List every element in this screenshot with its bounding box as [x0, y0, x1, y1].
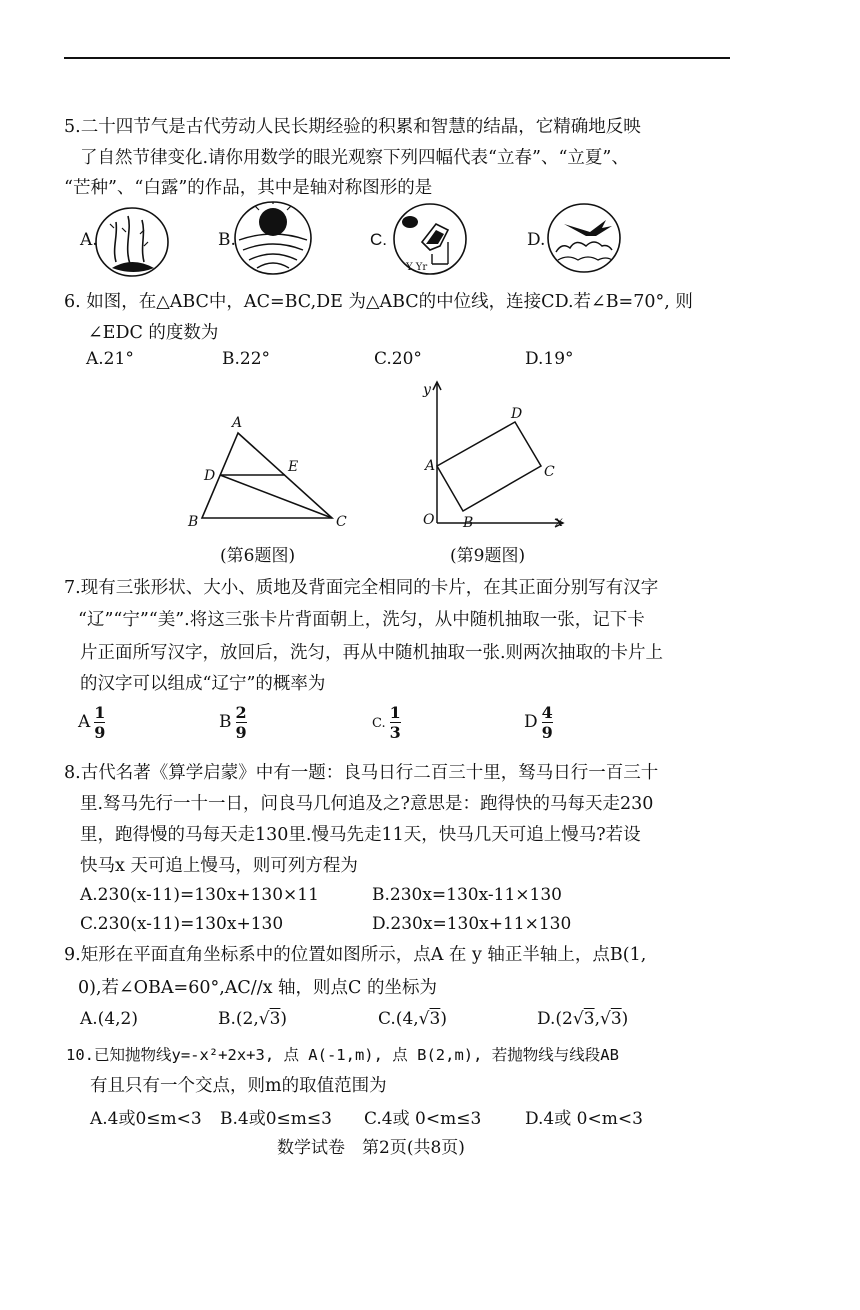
- svg-text:Y Yr: Y Yr: [406, 262, 428, 273]
- q7-line-2: “辽”“宁”“美”.将这三张卡片背面朝上，洗匀，从中随机抽取一张，记下卡: [78, 610, 645, 630]
- q10-option-b: B.4或0≤m≤3: [220, 1109, 332, 1129]
- q5-line-2: 了自然节律变化.请你用数学的眼光观察下列四幅代表“立春”、“立夏”、: [80, 148, 629, 168]
- fig6-label-b: B: [188, 514, 199, 530]
- q9-line-2: 0),若∠OBA=60°,AC//x 轴，则点C 的坐标为: [78, 978, 437, 998]
- q9-option-b: B.(2,√3): [218, 1009, 288, 1029]
- figure-6-triangle: [180, 405, 360, 535]
- q9-option-c: C.(4,√3): [378, 1009, 447, 1029]
- q9-option-a: A.(4,2): [80, 1009, 138, 1029]
- q5-option-d-label: D.: [527, 230, 546, 250]
- q6-option-b: B.22°: [222, 349, 271, 369]
- q7-option-d: D $\frac{4}{9}$: [524, 703, 553, 742]
- q5-option-c-label: C.: [370, 230, 387, 249]
- q7-line-1: 7.现有三张形状、大小、质地及背面完全相同的卡片，在其正面分别写有汉字: [64, 578, 659, 598]
- q6-line-1: 6. 如图，在△ABC中，AC=BC,DE 为△ABC的中位线，连接CD.若∠B=70°, 则: [64, 292, 693, 312]
- fig6-label-a: A: [232, 415, 243, 431]
- q5-line-3: “芒种”、“白露”的作品，其中是轴对称图形的是: [64, 178, 433, 198]
- q8-option-a: A.230(x-11)=130x+130×11: [80, 885, 319, 905]
- q10-option-c: C.4或 0<m≤3: [364, 1109, 482, 1129]
- q5-option-d-image: [546, 202, 622, 274]
- q6-option-c: C.20°: [374, 349, 422, 369]
- header-rule: [64, 57, 730, 59]
- q8-option-d: D.230x=130x+11×130: [372, 914, 572, 934]
- fig6-label-d: D: [204, 468, 216, 484]
- q7-line-3: 片正面所写汉字，放回后，洗匀，再从中随机抽取一张.则两次抽取的卡片上: [80, 643, 664, 663]
- fig9-label-c: C: [544, 464, 555, 480]
- q7-line-4: 的汉字可以组成“辽宁”的概率为: [80, 674, 326, 694]
- q10-option-d: D.4或 0<m<3: [525, 1109, 643, 1129]
- q10-line-2: 有且只有一个交点，则m的取值范围为: [90, 1076, 387, 1096]
- fig9-label-y: y: [423, 382, 431, 398]
- q5-option-b-image: [233, 200, 313, 276]
- q5-option-a-label: A.: [80, 230, 98, 250]
- fig9-label-o: O: [423, 512, 435, 528]
- fig9-label-b: B: [463, 515, 474, 531]
- fig9-label-d: D: [511, 406, 523, 422]
- q8-line-2: 里.驽马先行一十一日，问良马几何追及之?意思是：跑得快的马每天走230: [80, 794, 654, 814]
- q9-option-d: D.(2√3,√3): [537, 1009, 629, 1029]
- q5-option-c-image: [392, 202, 468, 276]
- fig6-label-e: E: [288, 459, 299, 475]
- q8-line-4: 快马x 天可追上慢马，则可列方程为: [80, 856, 358, 876]
- q8-line-1: 8.古代名著《算学启蒙》中有一题：良马日行二百三十里，驽马日行一百三十: [64, 763, 659, 783]
- q6-option-a: A.21°: [86, 349, 134, 369]
- q10-line-1: 10.已知抛物线y=-x²+2x+3, 点 A(-1,m), 点 B(2,m), 若抛物线与线段AB: [66, 1046, 619, 1064]
- q5-option-b-label: B.: [218, 230, 236, 250]
- figure-9-coordinate: [415, 378, 575, 538]
- fig6-caption: (第6题图): [220, 546, 296, 566]
- fig9-caption: (第9题图): [450, 546, 526, 566]
- fig9-label-x: x: [555, 514, 563, 530]
- fig6-label-c: C: [336, 514, 347, 530]
- page-footer: 数学试卷 第2页(共8页): [277, 1138, 465, 1158]
- q10-option-a: A.4或0≤m<3: [90, 1109, 202, 1129]
- q6-option-d: D.19°: [525, 349, 574, 369]
- q7-option-c: C. $\frac{1}{3}$: [372, 703, 401, 742]
- fig9-label-a: A: [425, 458, 436, 474]
- q8-option-b: B.230x=130x-11×130: [372, 885, 562, 905]
- q7-option-a: A $\frac{1}{9}$: [78, 703, 106, 742]
- q6-line-2: ∠EDC 的度数为: [88, 323, 219, 343]
- q7-option-b: B $\frac{2}{9}$: [219, 703, 247, 742]
- q5-option-a-image: [94, 206, 170, 278]
- q9-line-1: 9.矩形在平面直角坐标系中的位置如图所示，点A 在 y 轴正半轴上，点B(1,: [64, 945, 647, 965]
- q8-option-c: C.230(x-11)=130x+130: [80, 914, 284, 934]
- q8-line-3: 里，跑得慢的马每天走130里.慢马先走11天，快马几天可追上慢马?若设: [80, 825, 641, 845]
- q5-line-1: 5.二十四节气是古代劳动人民长期经验的积累和智慧的结晶，它精确地反映: [64, 117, 641, 137]
